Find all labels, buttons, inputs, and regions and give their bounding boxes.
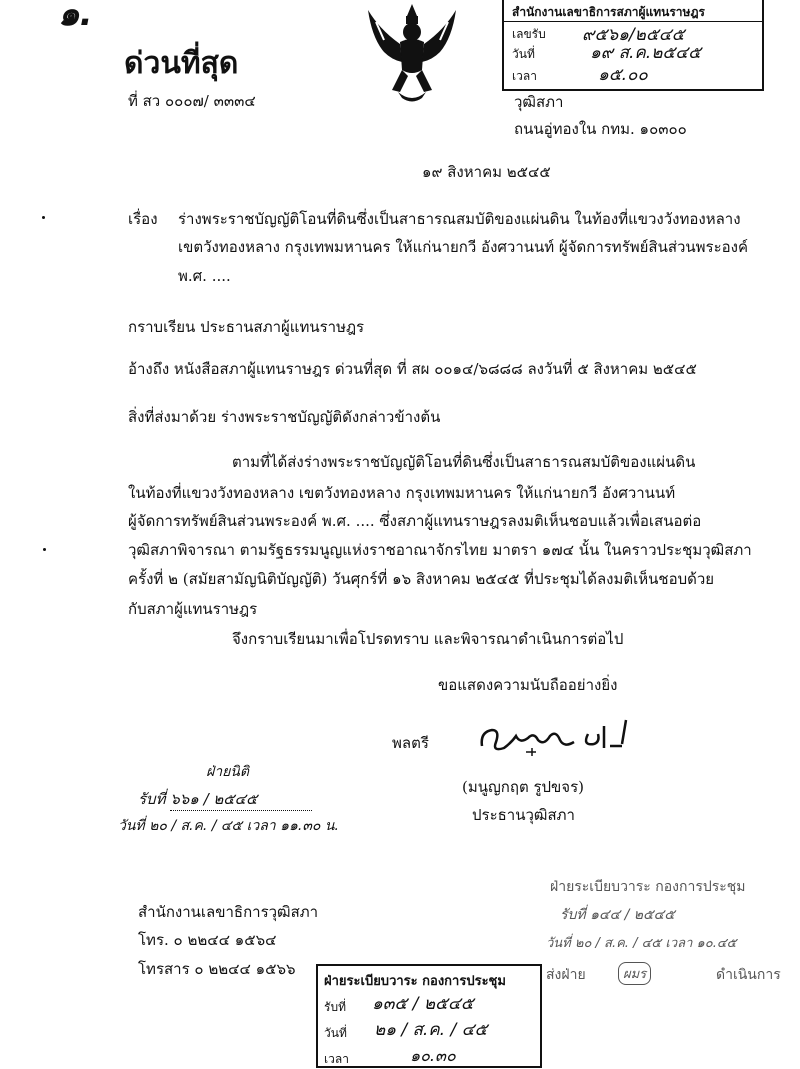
body-line-2: ในท้องที่แขวงวังทองหลาง เขตวังทองหลาง กรุงเทพมหานคร ให้แก่นายกวี อังศวานนท์ <box>128 484 676 502</box>
body-line-7: จึงกราบเรียนมาเพื่อโปรดทราบ และพิจารณาดำเนินการต่อไป <box>232 630 624 648</box>
rank: พลตรี <box>392 734 429 752</box>
meeting-stamp-right-date: วันที่ ๒๐ / ส.ค. / ๔๕ เวลา ๑๐.๔๕ <box>546 936 737 951</box>
meeting-stamp-right-dept-label: ส่งฝ่าย <box>546 967 586 983</box>
subject-line-3: พ.ศ. .... <box>178 267 231 285</box>
body-line-6: กับสภาผู้แทนราษฎร <box>128 600 258 618</box>
stamp-received-label: เลขรับ <box>512 27 546 41</box>
meeting-stamp-bottom-time-label: เวลา <box>324 1052 349 1066</box>
urgency-label: ด่วนที่สุด <box>124 46 239 81</box>
signature-image <box>476 712 646 762</box>
stamp-date-label: วันที่ <box>512 47 535 61</box>
stamp-time-value: ๑๕.๐๐ <box>598 65 648 85</box>
garuda-emblem-icon <box>362 0 462 105</box>
address-line-2: ถนนอู่ทองใน กทม. ๑๐๓๐๐ <box>514 120 687 138</box>
stamp-received-value: ๙๕๖๑/๒๕๔๕ <box>582 25 685 45</box>
body-line-1: ตามที่ได้ส่งร่างพระราชบัญญัติโอนที่ดินซึ่งเป็นสาธารณสมบัติของแผ่นดิน <box>232 453 696 471</box>
reference-number: ที่ สว ๐๐๐๗/ ๓๓๓๔ <box>128 92 256 110</box>
legal-stamp-underline <box>170 810 312 811</box>
body-line-3: ผู้จัดการทรัพย์สินส่วนพระองค์ พ.ศ. .... ซึ่งสภาผู้แทนราษฎรลงมติเห็นชอบแล้วเพื่อเสนอต่อ <box>128 512 702 530</box>
meeting-stamp-right-received: รับที่ ๑๔๔ / ๒๕๔๕ <box>560 907 675 923</box>
meeting-stamp-right-title: ฝ่ายระเบียบวาระ กองการประชุม <box>550 879 746 895</box>
meeting-stamp-right-action: ดำเนินการ <box>716 967 781 983</box>
office-fax: โทรสาร ๐ ๒๒๔๔ ๑๕๖๖ <box>138 960 296 978</box>
received-stamp-top <box>502 0 764 91</box>
legal-stamp-date: วันที่ ๒๐ / ส.ค. / ๔๕ เวลา ๑๑.๓๐ น. <box>118 818 339 834</box>
salutation: กราบเรียน ประธานสภาผู้แทนราษฎร <box>128 318 365 336</box>
meeting-stamp-bottom-received-label: รับที่ <box>324 1000 346 1014</box>
signer-name: (มนูญกฤต รูปขจร) <box>462 778 584 796</box>
address-line-1: วุฒิสภา <box>514 93 564 111</box>
office-name: สำนักงานเลขาธิการวุฒิสภา <box>138 903 319 921</box>
body-line-5: ครั้งที่ ๒ (สมัยสามัญนิติบัญญัติ) วันศุกร์ที่ ๑๖ สิงหาคม ๒๕๔๕ ที่ประชุมได้ลงมติเห็นชอบด้วย <box>128 570 715 588</box>
margin-dot <box>43 548 46 551</box>
meeting-stamp-bottom-title: ฝ่ายระเบียบวาระ กองการประชุม <box>324 974 506 989</box>
corner-mark: ๑. <box>58 0 93 34</box>
meeting-stamp-bottom-date-value: ๒๑ / ส.ค. / ๔๕ <box>374 1020 488 1040</box>
signer-title: ประธานวุฒิสภา <box>472 806 575 824</box>
legal-stamp-title: ฝ่ายนิติ <box>206 764 249 780</box>
enclosure-line: สิ่งที่ส่งมาด้วย ร่างพระราชบัญญัติดังกล่าวข้างต้น <box>128 408 441 426</box>
stamp-date-value: ๑๙ ส.ค.๒๕๔๕ <box>590 43 702 63</box>
stamp-title: สำนักงานเลขาธิการสภาผู้แทนราษฎร <box>512 5 705 19</box>
subject-line-2: เขตวังทองหลาง กรุงเทพมหานคร ให้แก่นายกวี อังศวานนท์ ผู้จัดการทรัพย์สินส่วนพระองค์ <box>178 238 749 256</box>
meeting-stamp-bottom-received-value: ๑๓๕ / ๒๕๔๕ <box>372 994 474 1014</box>
meeting-stamp-bottom <box>316 964 542 1068</box>
reference-line: อ้างถึง หนังสือสภาผู้แทนราษฎร ด่วนที่สุด ที่ สผ ๐๐๑๔/๖๘๘๘ ลงวันที่ ๕ สิงหาคม ๒๕๔๕ <box>128 360 697 378</box>
meeting-stamp-bottom-time-value: ๑๐.๓๐ <box>410 1046 456 1065</box>
legal-stamp-received: รับที่ ๖๖๑ / ๒๕๔๕ <box>138 790 258 808</box>
stamp-time-label: เวลา <box>512 69 537 83</box>
meeting-stamp-right-dept-value: ผมร <box>618 962 651 985</box>
meeting-stamp-bottom-date-label: วันที่ <box>324 1026 347 1040</box>
closing: ขอแสดงความนับถืออย่างยิ่ง <box>438 676 618 694</box>
office-tel: โทร. ๐ ๒๒๔๔ ๑๕๖๔ <box>138 931 277 949</box>
subject-line-1: ร่างพระราชบัญญัติโอนที่ดินซึ่งเป็นสาธารณสมบัติของแผ่นดิน ในท้องที่แขวงวังทองหลาง <box>178 210 741 228</box>
meeting-stamp-right <box>546 874 798 994</box>
subject-label: เรื่อง <box>128 210 158 228</box>
margin-dot <box>42 216 45 219</box>
body-line-4: วุฒิสภาพิจารณา ตามรัฐธรรมนูญแห่งราชอาณาจักรไทย มาตรา ๑๗๔ นั้น ในคราวประชุมวุฒิสภา <box>128 541 752 559</box>
letter-date: ๑๙ สิงหาคม ๒๕๔๕ <box>422 163 551 181</box>
